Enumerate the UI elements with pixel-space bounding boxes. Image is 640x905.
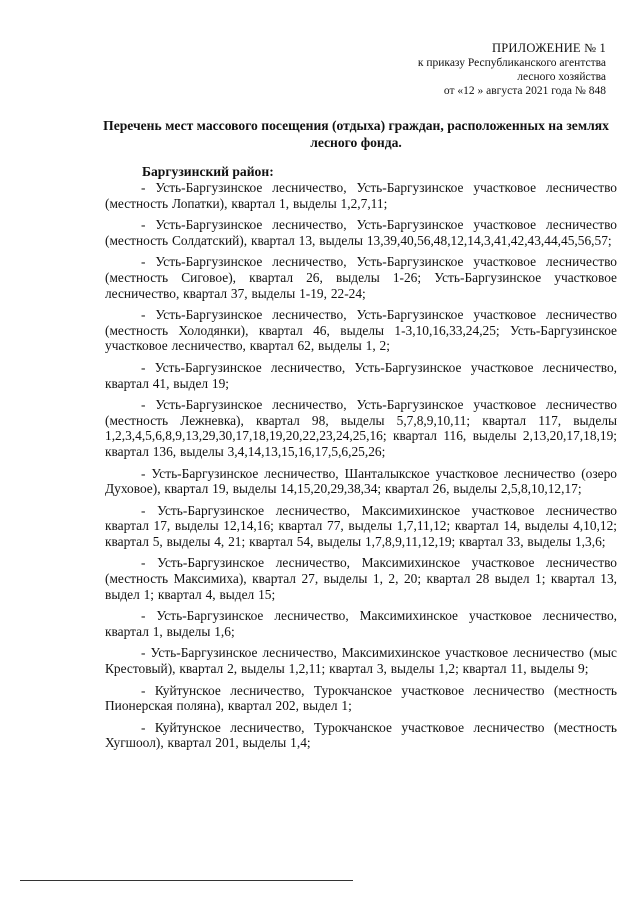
appendix-label: ПРИЛОЖЕНИЕ № 1 <box>492 41 606 55</box>
list-item: - Куйтунское лесничество, Турокчанское участковое лесничество (местность Хугшоол), квартал 201, выделы 1,4; <box>105 719 617 751</box>
list-item: - Усть-Баргузинское лесничество, Максимихинское участковое лесничество (мыс Крестовый), квартал 2, выделы 1,2,11; квартал 3, выделы 1,2; квартал 11, выделы 9; <box>105 645 617 677</box>
entries-list <box>105 180 617 757</box>
order-date: от «12 » августа 2021 года № 848 <box>443 85 606 97</box>
document-title: Перечень мест массового посещения (отдыха) граждан, расположенных на землях лесного фонда. <box>103 118 609 150</box>
list-item: - Усть-Баргузинское лесничество, Усть-Баргузинское участковое лесничество (местность Лежневка), квартал 98, выделы 5,7,8,9,10,11; квартал 117, выделы 1,2,3,4,5,6,8,9,13,29,30,17,18,19,20,22,23,24,25,16; квартал 116, выделы 2,13,20,17,18,19; квартал 136, выделы 3,4,14,13,15,16,17,5,6,25,26; <box>105 397 617 459</box>
list-item: - Усть-Баргузинское лесничество, Шанталыкское участковое лесничество (озеро Духовое), квартал 19, выделы 14,15,20,29,38,34; квартал 26, выделы 2,5,8,10,12,17; <box>105 465 617 497</box>
list-item: - Усть-Баргузинское лесничество, Максимихинское участковое лесничество, квартал 1, выделы 1,6; <box>105 608 617 639</box>
list-item: - Усть-Баргузинское лесничество, Усть-Баргузинское участковое лесничество (местность Холодянки), квартал 46, выделы 1-3,10,16,33,24,25; Усть-Баргузинское участковое лесничество, квартал 62, выделы 1, 2; <box>105 307 617 354</box>
appendix-header <box>346 40 606 98</box>
footnote-divider <box>20 880 353 881</box>
agency-name: лесного хозяйства <box>517 71 606 83</box>
list-item: - Усть-Баргузинское лесничество, Усть-Баргузинское участковое лесничество (местность Сиговое), квартал 26, выделы 1-26; Усть-Баргузинское участковое лесничество, квартал 37, выделы 1-19, 22-24; <box>105 254 617 301</box>
district-heading: Баргузинский район: <box>142 164 274 179</box>
list-item: - Усть-Баргузинское лесничество, Максимихинское участковое лесничество (местность Максимиха), квартал 27, выделы 1, 2, 20; квартал 28 выдел 1; квартал 13, выдел 1; квартал 4, выдел 15; <box>105 555 617 602</box>
list-item: - Усть-Баргузинское лесничество, Усть-Баргузинское участковое лесничество (местность Солдатский), квартал 13, выделы 13,39,40,56,48,12,14,3,41,42,43,44,45,56,57; <box>105 217 617 248</box>
list-item: - Усть-Баргузинское лесничество, Усть-Баргузинское участковое лесничество, квартал 41, выдел 19; <box>105 359 617 391</box>
list-item: - Куйтунское лесничество, Турокчанское участковое лесничество (местность Пионерская поляна), квартал 202, выдел 1; <box>105 682 617 714</box>
order-reference: к приказу Республиканского агентства <box>417 57 606 69</box>
list-item: - Усть-Баргузинское лесничество, Максимихинское участковое лесничество квартал 17, выделы 12,14,16; квартал 77, выделы 1,7,11,12; квартал 14, выделы 4,10,12; квартал 5, выделы 4, 21; квартал 54, выделы 1,7,8,9,11,12,19; квартал 33, выделы 1,3,6; <box>105 502 617 549</box>
list-item: - Усть-Баргузинское лесничество, Усть-Баргузинское участковое лесничество (местность Лопатки), квартал 1, выделы 1,2,7,11; <box>105 180 617 211</box>
